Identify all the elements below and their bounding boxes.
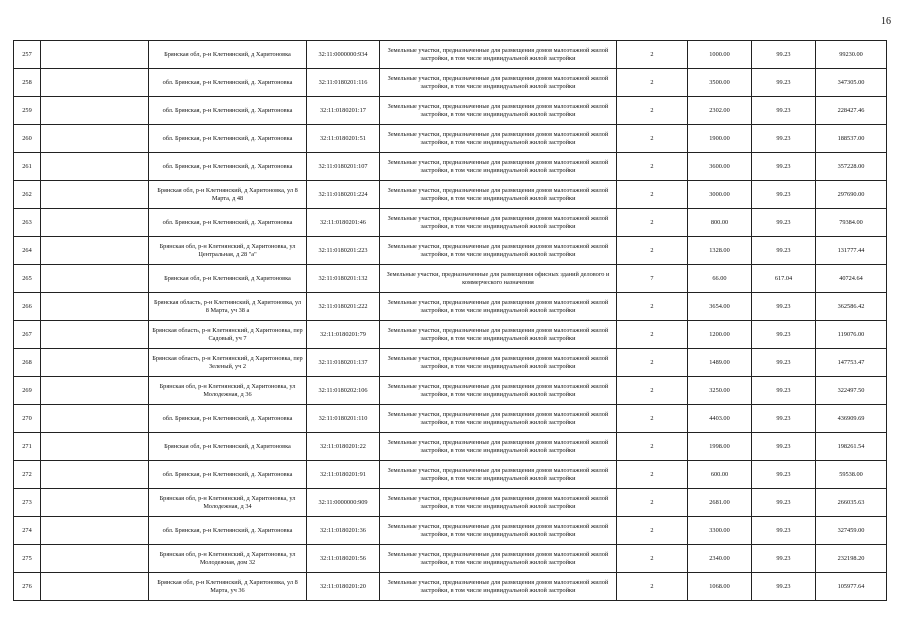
- address-cell: Брянская обл, р-н Клетнянский, д Харитоновка, ул Молодежная, д 36: [149, 377, 307, 405]
- empty-cell: [41, 461, 149, 489]
- area-cell: 66.00: [688, 265, 752, 293]
- cadastral-value-cell: 347305.00: [816, 69, 887, 97]
- cadastral-number-cell: 32:11:0180201:223: [307, 237, 380, 265]
- group-cell: 2: [617, 181, 688, 209]
- address-cell: Брянская обл, р-н Клетнянский, д Харитоновка: [149, 433, 307, 461]
- cadastral-value-cell: 59538.00: [816, 461, 887, 489]
- land-use-cell: Земельные участки, предназначенные для размещения домов малоэтажной жилой застройки, в том числе индивидуальной жилой застройки: [380, 461, 617, 489]
- row-number-cell: 270: [14, 405, 41, 433]
- land-use-cell: Земельные участки, предназначенные для размещения домов малоэтажной жилой застройки, в том числе индивидуальной жилой застройки: [380, 349, 617, 377]
- group-cell: 2: [617, 405, 688, 433]
- empty-cell: [41, 293, 149, 321]
- row-number-cell: 269: [14, 377, 41, 405]
- land-use-cell: Земельные участки, предназначенные для размещения домов малоэтажной жилой застройки, в том числе индивидуальной жилой застройки: [380, 209, 617, 237]
- group-cell: 2: [617, 237, 688, 265]
- table-row: [14, 433, 887, 461]
- area-cell: 3000.00: [688, 181, 752, 209]
- empty-cell: [41, 489, 149, 517]
- table-row: [14, 461, 887, 489]
- address-cell: обл. Брянская, р-н Клетнянский, д. Харитоновка: [149, 153, 307, 181]
- area-cell: 3500.00: [688, 69, 752, 97]
- cadastral-number-cell: 32:11:0180201:91: [307, 461, 380, 489]
- area-cell: 1000.00: [688, 41, 752, 69]
- cadastral-number-cell: 32:11:0180201:46: [307, 209, 380, 237]
- area-cell: 1998.00: [688, 433, 752, 461]
- cadastral-number-cell: 32:11:0180201:17: [307, 97, 380, 125]
- group-cell: 2: [617, 433, 688, 461]
- land-use-cell: Земельные участки, предназначенные для размещения домов малоэтажной жилой застройки, в том числе индивидуальной жилой застройки: [380, 237, 617, 265]
- land-use-cell: Земельные участки, предназначенные для размещения домов малоэтажной жилой застройки, в том числе индивидуальной жилой застройки: [380, 181, 617, 209]
- table-row: [14, 377, 887, 405]
- group-cell: 2: [617, 125, 688, 153]
- row-number-cell: 260: [14, 125, 41, 153]
- specific-value-cell: 99.23: [752, 349, 816, 377]
- specific-value-cell: 99.23: [752, 69, 816, 97]
- cadastral-value-cell: 436909.69: [816, 405, 887, 433]
- address-cell: Брянская обл, р-н Клетнянский, д Харитоновка, ул Молодежная, д 34: [149, 489, 307, 517]
- area-cell: 1489.00: [688, 349, 752, 377]
- cadastral-value-cell: 99230.00: [816, 41, 887, 69]
- land-use-cell: Земельные участки, предназначенные для размещения домов малоэтажной жилой застройки, в том числе индивидуальной жилой застройки: [380, 69, 617, 97]
- specific-value-cell: 99.23: [752, 153, 816, 181]
- address-cell: обл. Брянская, р-н Клетнянский, д. Харитоновка: [149, 69, 307, 97]
- empty-cell: [41, 573, 149, 601]
- cadastral-number-cell: 32:11:0180201:51: [307, 125, 380, 153]
- address-cell: Брянская обл, р-н Клетнянский, д Харитоновка: [149, 41, 307, 69]
- land-use-cell: Земельные участки, предназначенные для размещения домов малоэтажной жилой застройки, в том числе индивидуальной жилой застройки: [380, 545, 617, 573]
- specific-value-cell: 99.23: [752, 489, 816, 517]
- row-number-cell: 257: [14, 41, 41, 69]
- group-cell: 2: [617, 293, 688, 321]
- cadastral-number-cell: 32:11:0180201:22: [307, 433, 380, 461]
- land-use-cell: Земельные участки, предназначенные для размещения офисных зданий делового и коммерческого назначения: [380, 265, 617, 293]
- group-cell: 2: [617, 489, 688, 517]
- specific-value-cell: 99.23: [752, 97, 816, 125]
- row-number-cell: 265: [14, 265, 41, 293]
- specific-value-cell: 99.23: [752, 41, 816, 69]
- empty-cell: [41, 321, 149, 349]
- land-use-cell: Земельные участки, предназначенные для размещения домов малоэтажной жилой застройки, в том числе индивидуальной жилой застройки: [380, 433, 617, 461]
- cadastral-number-cell: 32:11:0180201:132: [307, 265, 380, 293]
- area-cell: 600.00: [688, 461, 752, 489]
- specific-value-cell: 617.04: [752, 265, 816, 293]
- table-row: [14, 545, 887, 573]
- row-number-cell: 268: [14, 349, 41, 377]
- address-cell: Брянская область, р-н Клетнянский, д Харитоновка, пер Зеленый, уч 2: [149, 349, 307, 377]
- cadastral-value-cell: 188537.00: [816, 125, 887, 153]
- empty-cell: [41, 405, 149, 433]
- cadastral-value-cell: 147753.47: [816, 349, 887, 377]
- row-number-cell: 258: [14, 69, 41, 97]
- address-cell: Брянская обл, р-н Клетнянский, д Харитоновка, ул Центральная, д 28 "а": [149, 237, 307, 265]
- table-row: [14, 405, 887, 433]
- table-row: [14, 153, 887, 181]
- area-cell: 3300.00: [688, 517, 752, 545]
- cadastral-value-cell: 131777.44: [816, 237, 887, 265]
- specific-value-cell: 99.23: [752, 433, 816, 461]
- specific-value-cell: 99.23: [752, 545, 816, 573]
- table-row: [14, 209, 887, 237]
- empty-cell: [41, 265, 149, 293]
- row-number-cell: 266: [14, 293, 41, 321]
- address-cell: Брянская обл, р-н Клетнянский, д Харитоновка, ул 8 Марта, уч 36: [149, 573, 307, 601]
- table-row: [14, 349, 887, 377]
- address-cell: обл. Брянская, р-н Клетнянский, д. Харитоновка: [149, 125, 307, 153]
- group-cell: 2: [617, 377, 688, 405]
- cadastral-value-cell: 105977.64: [816, 573, 887, 601]
- row-number-cell: 271: [14, 433, 41, 461]
- table-row: [14, 265, 887, 293]
- area-cell: 1900.00: [688, 125, 752, 153]
- cadastral-number-cell: 32:11:0180201:116: [307, 69, 380, 97]
- empty-cell: [41, 433, 149, 461]
- cadastral-number-cell: 32:11:0180201:36: [307, 517, 380, 545]
- table-body: [14, 41, 887, 601]
- address-cell: обл. Брянская, р-н Клетнянский, д. Харитоновка: [149, 209, 307, 237]
- area-cell: 4403.00: [688, 405, 752, 433]
- specific-value-cell: 99.23: [752, 237, 816, 265]
- row-number-cell: 276: [14, 573, 41, 601]
- specific-value-cell: 99.23: [752, 461, 816, 489]
- group-cell: 2: [617, 69, 688, 97]
- group-cell: 2: [617, 321, 688, 349]
- row-number-cell: 275: [14, 545, 41, 573]
- row-number-cell: 264: [14, 237, 41, 265]
- cadastral-number-cell: 32:11:0180201:137: [307, 349, 380, 377]
- group-cell: 2: [617, 349, 688, 377]
- row-number-cell: 262: [14, 181, 41, 209]
- specific-value-cell: 99.23: [752, 293, 816, 321]
- specific-value-cell: 99.23: [752, 181, 816, 209]
- table-row: [14, 181, 887, 209]
- group-cell: 2: [617, 41, 688, 69]
- row-number-cell: 272: [14, 461, 41, 489]
- land-use-cell: Земельные участки, предназначенные для размещения домов малоэтажной жилой застройки, в том числе индивидуальной жилой застройки: [380, 377, 617, 405]
- land-use-cell: Земельные участки, предназначенные для размещения домов малоэтажной жилой застройки, в том числе индивидуальной жилой застройки: [380, 405, 617, 433]
- specific-value-cell: 99.23: [752, 125, 816, 153]
- empty-cell: [41, 97, 149, 125]
- empty-cell: [41, 209, 149, 237]
- address-cell: обл. Брянская, р-н Клетнянский, д. Харитоновка: [149, 461, 307, 489]
- cadastral-value-cell: 79384.00: [816, 209, 887, 237]
- land-use-cell: Земельные участки, предназначенные для размещения домов малоэтажной жилой застройки, в том числе индивидуальной жилой застройки: [380, 517, 617, 545]
- empty-cell: [41, 41, 149, 69]
- group-cell: 2: [617, 573, 688, 601]
- cadastral-number-cell: 32:11:0180201:107: [307, 153, 380, 181]
- area-cell: 1328.00: [688, 237, 752, 265]
- land-use-cell: Земельные участки, предназначенные для размещения домов малоэтажной жилой застройки, в том числе индивидуальной жилой застройки: [380, 153, 617, 181]
- cadastral-number-cell: 32:11:0180201:56: [307, 545, 380, 573]
- specific-value-cell: 99.23: [752, 321, 816, 349]
- empty-cell: [41, 237, 149, 265]
- cadastral-value-cell: 327459.00: [816, 517, 887, 545]
- empty-cell: [41, 153, 149, 181]
- table-row: [14, 41, 887, 69]
- row-number-cell: 267: [14, 321, 41, 349]
- area-cell: 2302.00: [688, 97, 752, 125]
- address-cell: Брянская область, р-н Клетнянский, д Харитоновка, ул 8 Марта, уч 38 а: [149, 293, 307, 321]
- group-cell: 2: [617, 461, 688, 489]
- table-row: [14, 237, 887, 265]
- table-row: [14, 125, 887, 153]
- cadastral-value-cell: 228427.46: [816, 97, 887, 125]
- land-use-cell: Земельные участки, предназначенные для размещения домов малоэтажной жилой застройки, в том числе индивидуальной жилой застройки: [380, 321, 617, 349]
- empty-cell: [41, 181, 149, 209]
- cadastral-value-cell: 266035.63: [816, 489, 887, 517]
- table-row: [14, 293, 887, 321]
- empty-cell: [41, 349, 149, 377]
- table-row: [14, 517, 887, 545]
- row-number-cell: 261: [14, 153, 41, 181]
- area-cell: 2340.00: [688, 545, 752, 573]
- cadastral-number-cell: 32:11:0000000:909: [307, 489, 380, 517]
- table-row: [14, 69, 887, 97]
- address-cell: Брянская область, р-н Клетнянский, д Харитоновка, пер Садовый, уч 7: [149, 321, 307, 349]
- empty-cell: [41, 377, 149, 405]
- area-cell: 800.00: [688, 209, 752, 237]
- area-cell: 3600.00: [688, 153, 752, 181]
- cadastral-number-cell: 32:11:0000000:934: [307, 41, 380, 69]
- row-number-cell: 274: [14, 517, 41, 545]
- cadastral-number-cell: 32:11:0180201:20: [307, 573, 380, 601]
- table-row: [14, 573, 887, 601]
- land-use-cell: Земельные участки, предназначенные для размещения домов малоэтажной жилой застройки, в том числе индивидуальной жилой застройки: [380, 293, 617, 321]
- cadastral-number-cell: 32:11:0180202:106: [307, 377, 380, 405]
- cadastral-number-cell: 32:11:0180201:224: [307, 181, 380, 209]
- cadastral-value-cell: 357228.00: [816, 153, 887, 181]
- group-cell: 2: [617, 153, 688, 181]
- land-use-cell: Земельные участки, предназначенные для размещения домов малоэтажной жилой застройки, в том числе индивидуальной жилой застройки: [380, 41, 617, 69]
- group-cell: 2: [617, 545, 688, 573]
- address-cell: обл. Брянская, р-н Клетнянский, д. Харитоновка: [149, 97, 307, 125]
- specific-value-cell: 99.23: [752, 517, 816, 545]
- cadastral-value-cell: 198261.54: [816, 433, 887, 461]
- group-cell: 2: [617, 517, 688, 545]
- land-use-cell: Земельные участки, предназначенные для размещения домов малоэтажной жилой застройки, в том числе индивидуальной жилой застройки: [380, 573, 617, 601]
- area-cell: 3654.00: [688, 293, 752, 321]
- area-cell: 3250.00: [688, 377, 752, 405]
- group-cell: 2: [617, 209, 688, 237]
- address-cell: обл. Брянская, р-н Клетнянский, д. Харитоновка: [149, 405, 307, 433]
- cadastral-number-cell: 32:11:0180201:222: [307, 293, 380, 321]
- empty-cell: [41, 69, 149, 97]
- cadastral-value-table: [13, 40, 887, 601]
- table-row: [14, 489, 887, 517]
- cadastral-value-cell: 119076.00: [816, 321, 887, 349]
- address-cell: Брянская обл, р-н Клетнянский, д Харитоновка, ул 8 Марта, д 48: [149, 181, 307, 209]
- area-cell: 1200.00: [688, 321, 752, 349]
- cadastral-value-cell: 322497.50: [816, 377, 887, 405]
- table-row: [14, 97, 887, 125]
- cadastral-value-cell: 40724.64: [816, 265, 887, 293]
- address-cell: Брянская обл, р-н Клетнянский, д Харитоновка, ул Молодежная, дом 32: [149, 545, 307, 573]
- address-cell: Брянская обл, р-н Клетнянский, д Харитоновка: [149, 265, 307, 293]
- empty-cell: [41, 517, 149, 545]
- cadastral-number-cell: 32:11:0180201:79: [307, 321, 380, 349]
- land-use-cell: Земельные участки, предназначенные для размещения домов малоэтажной жилой застройки, в том числе индивидуальной жилой застройки: [380, 489, 617, 517]
- row-number-cell: 263: [14, 209, 41, 237]
- cadastral-number-cell: 32:11:0180201:110: [307, 405, 380, 433]
- empty-cell: [41, 125, 149, 153]
- address-cell: обл. Брянская, р-н Клетнянский, д. Харитоновка: [149, 517, 307, 545]
- group-cell: 7: [617, 265, 688, 293]
- area-cell: 2681.00: [688, 489, 752, 517]
- area-cell: 1068.00: [688, 573, 752, 601]
- land-use-cell: Земельные участки, предназначенные для размещения домов малоэтажной жилой застройки, в том числе индивидуальной жилой застройки: [380, 125, 617, 153]
- cadastral-value-cell: 297690.00: [816, 181, 887, 209]
- cadastral-value-cell: 232198.20: [816, 545, 887, 573]
- page-number: 16: [881, 16, 891, 27]
- specific-value-cell: 99.23: [752, 377, 816, 405]
- specific-value-cell: 99.23: [752, 405, 816, 433]
- cadastral-value-cell: 362586.42: [816, 293, 887, 321]
- empty-cell: [41, 545, 149, 573]
- table-row: [14, 321, 887, 349]
- group-cell: 2: [617, 97, 688, 125]
- land-use-cell: Земельные участки, предназначенные для размещения домов малоэтажной жилой застройки, в том числе индивидуальной жилой застройки: [380, 97, 617, 125]
- specific-value-cell: 99.23: [752, 573, 816, 601]
- row-number-cell: 259: [14, 97, 41, 125]
- specific-value-cell: 99.23: [752, 209, 816, 237]
- row-number-cell: 273: [14, 489, 41, 517]
